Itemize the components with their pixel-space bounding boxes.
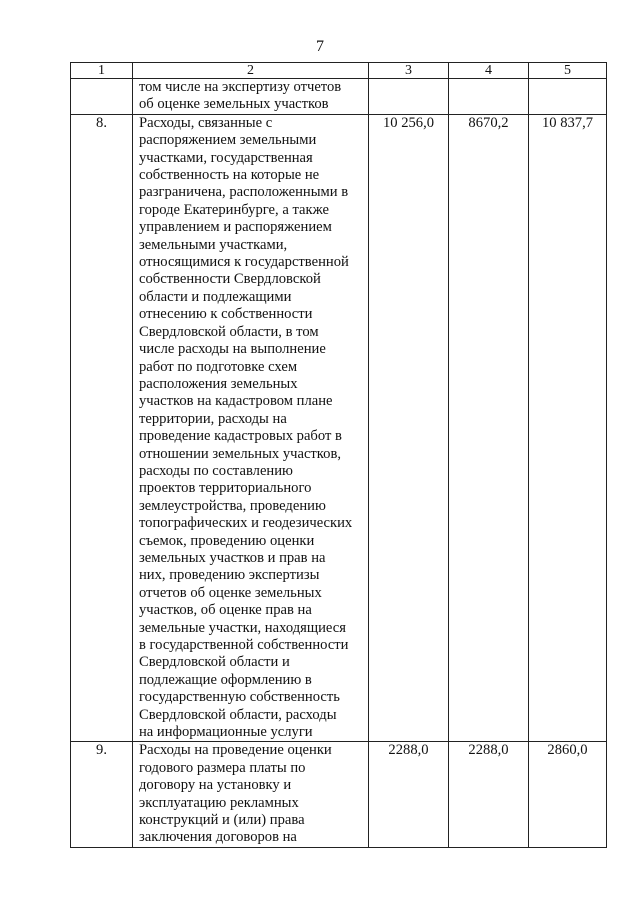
description-line: работ по подготовке схем xyxy=(139,358,298,375)
row-number: 8. xyxy=(71,114,133,742)
description-line: разграничена, расположенными в xyxy=(139,184,349,201)
description-line: конструкций и (или) права xyxy=(139,812,305,829)
description-line: эксплуатацию рекламных xyxy=(139,794,299,811)
row-description xyxy=(133,742,369,847)
table-header-row xyxy=(71,63,607,79)
description-line: заключения договоров на xyxy=(139,829,297,846)
amount-c4: 2288,0 xyxy=(449,742,529,847)
description-line: расходы по составлению xyxy=(139,462,293,479)
header-cell: 2 xyxy=(133,63,369,79)
description-line: собственности Свердловской xyxy=(139,271,321,288)
header-cell: 4 xyxy=(449,63,529,79)
description-line: топографических и геодезических xyxy=(139,515,353,532)
amount-c3 xyxy=(369,79,449,115)
description-line: на информационные услуги xyxy=(139,724,313,741)
description-line: управлением и распоряжением xyxy=(139,219,332,236)
description-line: собственность на которые не xyxy=(139,167,320,184)
description-line: годового размера платы по xyxy=(139,759,306,776)
table-row xyxy=(71,79,607,115)
table-row xyxy=(71,742,607,847)
description-line: в государственной собственности xyxy=(139,637,349,653)
amount-c5: 10 837,7 xyxy=(529,114,607,742)
description-line: договору на установку и xyxy=(139,777,292,794)
description-line: участками, государственная xyxy=(139,149,313,166)
amount-c5: 2860,0 xyxy=(529,742,607,847)
description-line: относящимися к государственной xyxy=(139,254,349,271)
table-row xyxy=(71,114,607,742)
description-line: отношении земельных участков, xyxy=(139,445,341,462)
description-line: земельными участками, xyxy=(139,236,288,253)
description-line: проведение кадастровых работ в xyxy=(139,428,342,445)
description-line: территории, расходы на xyxy=(139,410,287,427)
description-line: расположения земельных xyxy=(139,375,298,392)
description-line: Расходы на проведение оценки xyxy=(139,742,332,759)
row-number xyxy=(71,79,133,115)
description-line: об оценке земельных участков xyxy=(139,96,329,113)
amount-c3: 10 256,0 xyxy=(369,114,449,742)
description-line: участков, об оценке прав на xyxy=(139,602,312,619)
description-line: распоряжением земельными xyxy=(139,132,317,149)
description-line: Свердловской области, расходы xyxy=(139,706,337,723)
description-line: земельные участки, находящиеся xyxy=(139,619,346,636)
description-line: том числе на экспертизу отчетов xyxy=(139,79,342,95)
description-line: подлежащие оформлению в xyxy=(139,671,312,688)
amount-c4 xyxy=(449,79,529,115)
description-line: Свердловской области, в том xyxy=(139,323,319,340)
header-cell: 3 xyxy=(369,63,449,79)
description-line: числе расходы на выполнение xyxy=(139,341,326,358)
description-line: государственную собственность xyxy=(139,689,340,706)
description-line: отчетов об оценке земельных xyxy=(139,584,322,601)
amount-c5 xyxy=(529,79,607,115)
description-line: них, проведению экспертизы xyxy=(139,567,320,584)
description-line: городе Екатеринбурге, а также xyxy=(139,201,329,218)
description-line: земельных участков и прав на xyxy=(139,549,326,566)
description-line: отнесению к собственности xyxy=(139,306,313,323)
header-cell: 5 xyxy=(529,63,607,79)
amount-c4: 8670,2 xyxy=(449,114,529,742)
description-line: участков на кадастровом плане xyxy=(139,393,333,410)
page-number: 7 xyxy=(316,38,324,55)
row-description xyxy=(133,79,369,115)
row-number: 9. xyxy=(71,742,133,847)
description-line: съемок, проведению оценки xyxy=(139,532,315,549)
header-cell: 1 xyxy=(71,63,133,79)
description-line: Свердловской области и xyxy=(139,654,290,671)
description-line: землеустройства, проведению xyxy=(139,497,326,514)
description-line: Расходы, связанные с xyxy=(139,114,273,131)
description-line: области и подлежащими xyxy=(139,288,292,305)
expenses-table xyxy=(70,62,607,848)
amount-c3: 2288,0 xyxy=(369,742,449,847)
description-line: проектов территориального xyxy=(139,480,312,497)
row-description xyxy=(133,114,369,742)
